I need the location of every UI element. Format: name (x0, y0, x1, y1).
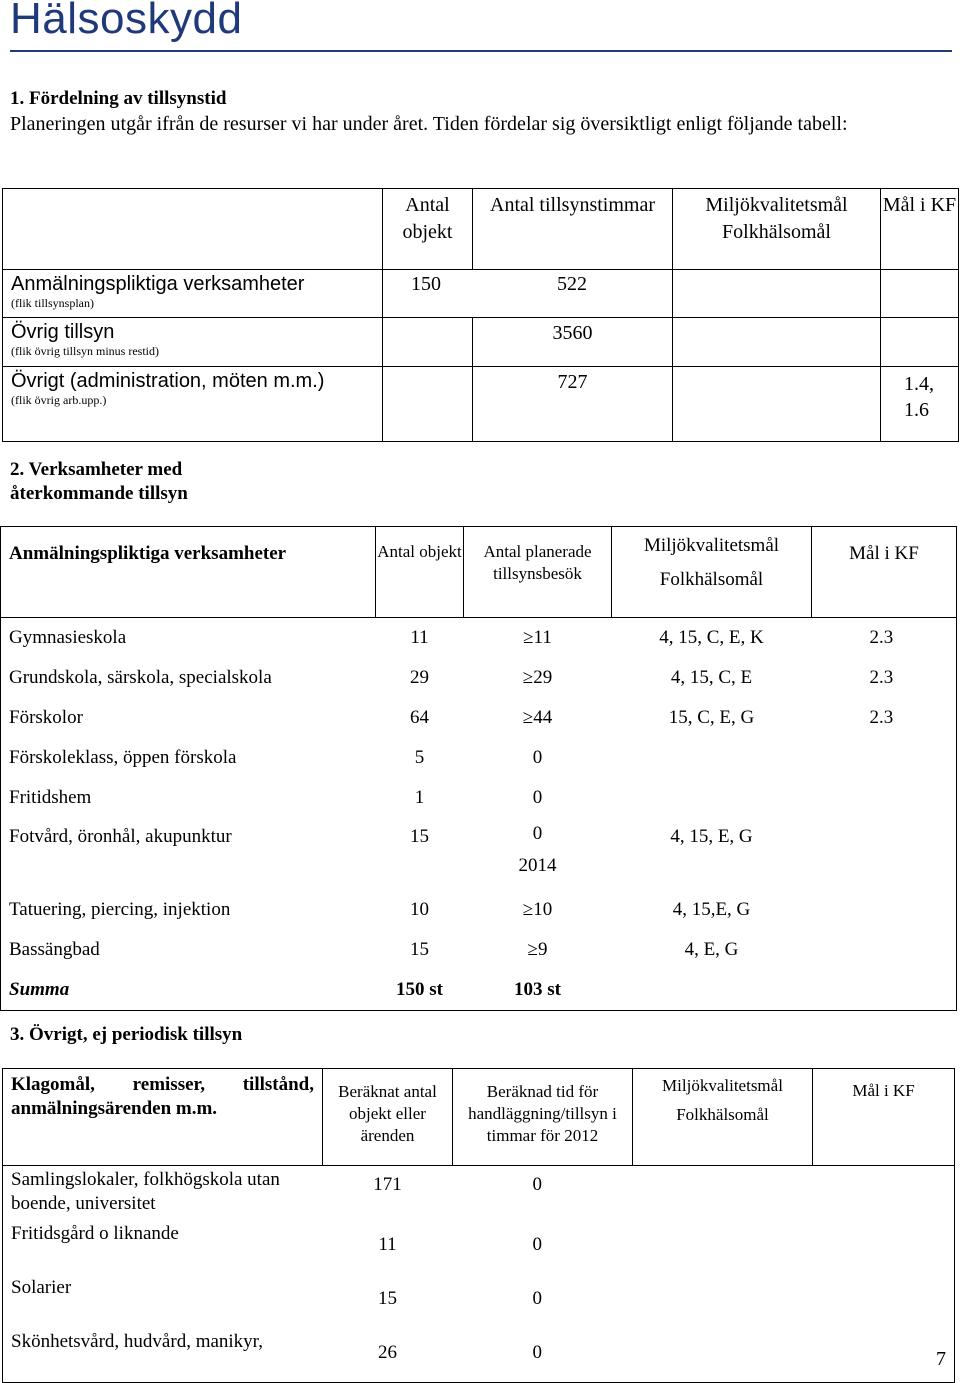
objekt-timmar-cell (383, 270, 673, 318)
miljomal-cell: 4, E, G (684, 939, 739, 960)
row-name: Samlingslokaler, folkhögskola utan boende, universitet (3, 1166, 323, 1220)
objekt-cell: 15 (410, 826, 429, 847)
miljomal-cell (633, 1220, 813, 1274)
table-row (3, 1274, 955, 1328)
miljomal-cell: 4, 15, C, E (670, 667, 753, 688)
timmar-value: 522 (557, 273, 587, 295)
table-row (1, 890, 957, 930)
miljomal-cell (612, 738, 812, 778)
title-underline (10, 50, 952, 52)
summary-empty (812, 970, 957, 1011)
header-cell: Antal planerade tillsynsbesök (464, 527, 612, 618)
table-row (3, 1220, 955, 1274)
table-row (3, 367, 959, 442)
miljomal-cell: 4, 15, C, E, K (659, 627, 764, 648)
timmar-cell: 727 (473, 367, 673, 442)
miljomal-cell: 4, 15, E, G (670, 826, 753, 847)
table-row (3, 1166, 955, 1220)
table-row (1, 930, 957, 970)
summary-besok: 103 st (464, 970, 612, 1011)
header-cell: Beräknad tid för handläggning/tillsyn i timmar för 2012 (453, 1069, 633, 1166)
table-header-row (3, 189, 959, 270)
summary-row (1, 970, 957, 1011)
header-cell: Anmälningspliktiga verksamheter (1, 527, 376, 618)
antal-cell: 171 (373, 1174, 402, 1195)
miljomal-cell (633, 1328, 813, 1383)
kf-cell: 2.3 (812, 618, 957, 659)
kf-cell (813, 1328, 955, 1383)
tid-cell: 0 (532, 1233, 542, 1255)
besok-cell: ≥9 (527, 939, 548, 960)
summary-objekt: 150 st (376, 970, 464, 1011)
tid-cell: 0 (453, 1328, 633, 1383)
besok-cell: ≥44 (522, 707, 553, 728)
miljomal-cell (633, 1166, 813, 1220)
miljomal-cell (612, 778, 812, 818)
miljomal-cell: 15, C, E, G (668, 707, 755, 728)
header-cell: Antal objekt (376, 527, 464, 618)
objekt-cell (383, 318, 473, 367)
row-label: Övrig tillsyn (11, 321, 115, 343)
antal-cell: 15 (378, 1287, 397, 1309)
row-name: Fritidsgård o liknande (3, 1220, 323, 1274)
table-header-row (3, 1069, 955, 1166)
tid-cell: 0 (532, 1174, 542, 1195)
row-name: Skönhetsvård, hudvård, manikyr, (3, 1328, 323, 1383)
kf-cell: 2.3 (812, 658, 957, 698)
objekt-value: 150 (411, 273, 441, 295)
table-row (3, 318, 959, 367)
objekt-cell: 5 (414, 747, 425, 768)
recurring-inspection-table (0, 526, 957, 1011)
miljomal-cell (633, 1274, 813, 1328)
time-allocation-table (2, 188, 959, 442)
non-periodic-table (2, 1068, 955, 1383)
row-label-cell (3, 367, 383, 442)
objekt-cell (383, 367, 473, 442)
header-cell: Beräknat antal objekt eller ärenden (323, 1069, 453, 1166)
row-name: Grundskola, särskola, specialskola (1, 658, 376, 698)
header-cell: Antal tillsynstimmar (473, 189, 673, 270)
row-name: Bassängbad (1, 930, 376, 970)
tid-cell: 0 (532, 1287, 542, 1309)
kf-cell (881, 318, 959, 367)
kf-cell: 1.4, 1.6 (881, 367, 959, 442)
row-name: Solarier (3, 1274, 323, 1328)
miljomal-cell: 4, 15,E, G (672, 899, 751, 920)
row-name: Förskolor (1, 698, 376, 738)
besok-cell: ≥11 (523, 627, 552, 648)
header-cell: Mål i KF (881, 189, 959, 270)
kf-cell (812, 890, 957, 930)
row-name: Tatuering, piercing, injektion (1, 890, 376, 930)
row-note: (flik tillsynsplan) (11, 296, 94, 310)
objekt-cell: 29 (410, 667, 429, 688)
antal-cell: 11 (378, 1233, 397, 1255)
row-label: Anmälningspliktiga verksamheter (11, 273, 305, 295)
kf-cell (813, 1220, 955, 1274)
row-name: Förskoleklass, öppen förskola (1, 738, 376, 778)
page-number: 7 (936, 1348, 946, 1370)
row-name: Fritidshem (1, 778, 376, 818)
section3-heading: 3. Övrigt, ej periodisk tillsyn (10, 1024, 243, 1045)
table-row (1, 778, 957, 818)
objekt-cell: 11 (410, 627, 429, 648)
summary-empty (612, 970, 812, 1011)
timmar-cell: 3560 (473, 318, 673, 367)
section1-heading: 1. Fördelning av tillsynstid (10, 88, 227, 109)
objekt-cell: 10 (410, 899, 429, 920)
row-note: (flik övrig tillsyn minus restid) (11, 344, 159, 358)
header-cell: Miljökvalitetsmål Folkhälsomål (673, 189, 881, 270)
miljomal-cell (673, 270, 881, 318)
table-row (1, 698, 957, 738)
summary-label: Summa (1, 970, 376, 1011)
miljomal-cell (673, 318, 881, 367)
kf-cell (813, 1166, 955, 1220)
besok-cell: ≥10 (522, 899, 553, 920)
table-header-row (1, 527, 957, 618)
besok-cell: ≥29 (522, 667, 553, 688)
kf-cell: 2.3 (812, 698, 957, 738)
section1-paragraph: Planeringen utgår ifrån de resurser vi har under året. Tiden fördelar sig översiktligt enligt följande tabell: (10, 113, 848, 135)
table-row (1, 818, 957, 890)
table-row (1, 658, 957, 698)
row-name: Fotvård, öronhål, akupunktur (1, 818, 376, 890)
besok-cell: 0 (532, 747, 543, 768)
header-cell: Antal objekt (383, 189, 473, 270)
besok-cell: 0 (532, 787, 543, 808)
row-label: Övrigt (administration, möten m.m.) (11, 370, 325, 392)
header-cell-empty (3, 189, 383, 270)
kf-cell (881, 270, 959, 318)
objekt-cell: 64 (410, 707, 429, 728)
row-label-cell (3, 318, 383, 367)
objekt-cell: 15 (410, 939, 429, 960)
page-title: Hälsoskydd (10, 0, 243, 43)
row-note: (flik övrig arb.upp.) (11, 393, 107, 407)
objekt-cell: 1 (414, 787, 425, 808)
header-cell: Miljökvalitetsmål Folkhälsomål (612, 527, 812, 618)
table-row (1, 618, 957, 659)
kf-cell (812, 818, 957, 890)
header-cell: Mål i KF (813, 1069, 955, 1166)
header-cell: Klagomål, remisser, tillstånd, anmälningsärenden m.m. (3, 1069, 323, 1166)
header-cell: Miljökvalitetsmål Folkhälsomål (633, 1069, 813, 1166)
table-row (3, 270, 959, 318)
kf-cell (812, 778, 957, 818)
antal-cell: 26 (323, 1328, 453, 1383)
table-row (3, 1328, 955, 1383)
miljomal-cell (673, 367, 881, 442)
section2-heading: 2. Verksamheter med återkommande tillsyn (10, 459, 188, 504)
table-row (1, 738, 957, 778)
header-cell: Mål i KF (812, 527, 957, 618)
besok-cell: 0 2014 (518, 823, 557, 876)
row-label-cell (3, 270, 383, 318)
kf-cell (813, 1274, 955, 1328)
row-name: Gymnasieskola (1, 618, 376, 659)
kf-cell (812, 738, 957, 778)
kf-cell (812, 930, 957, 970)
